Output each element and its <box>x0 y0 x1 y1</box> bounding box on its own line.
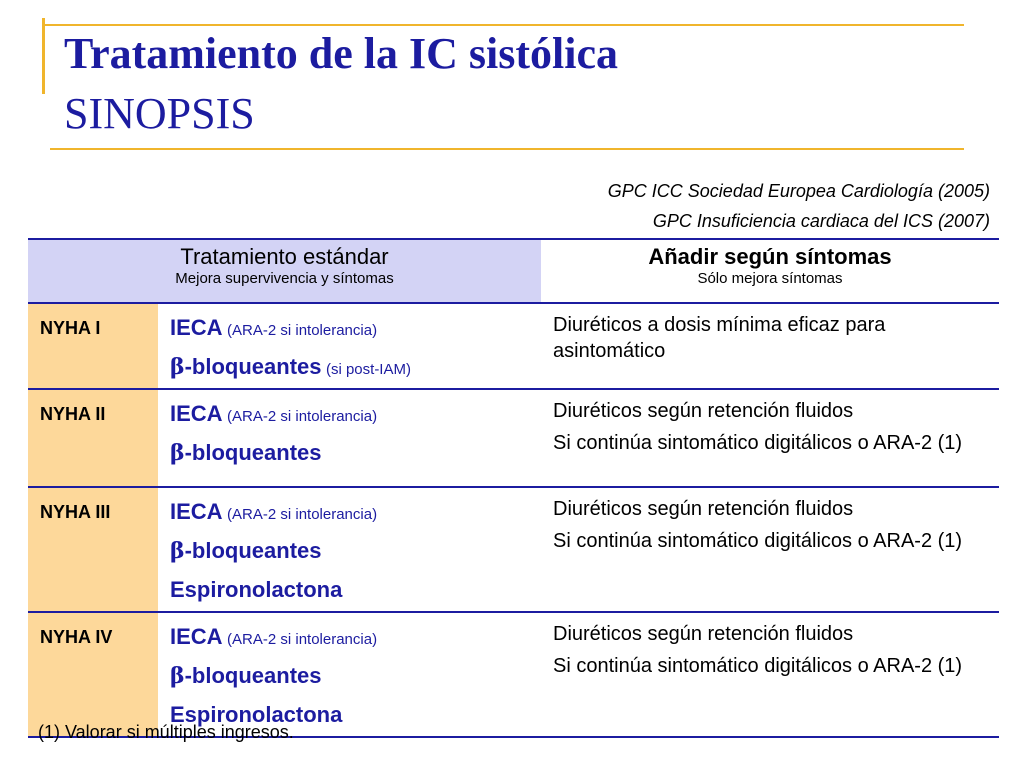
slide-subtitle: SINOPSIS <box>64 89 255 138</box>
add-treatment-line: Diuréticos a dosis mínima eficaz para asintomático <box>553 314 886 362</box>
drug-line <box>170 310 541 349</box>
title-bottom-rule <box>50 148 964 150</box>
reference-line: GPC Insuficiencia cardiaca del ICS (2007) <box>652 211 990 231</box>
slide-title: Tratamiento de la IC sistólica <box>64 29 619 78</box>
nyha-class-cell: NYHA I <box>28 303 158 389</box>
add-treatment-line: Diuréticos según retención fluidos <box>553 400 854 422</box>
drug-name: -bloqueantes <box>184 354 322 379</box>
drug-note: (ARA-2 si intolerancia) <box>227 506 378 523</box>
drug-line <box>170 396 541 435</box>
header-add-title: Añadir según síntomas <box>648 244 892 269</box>
header-standard-treatment <box>28 239 541 303</box>
title-accent-bar <box>42 18 45 94</box>
header-standard-subtitle: Mejora supervivencia y síntomas <box>175 270 394 287</box>
add-treatment-line: Diuréticos según retención fluidos <box>553 498 854 520</box>
add-treatment-line: Si continúa sintomático digitálicos o ARA-2 (1) <box>553 432 963 454</box>
drug-name: Espironolactona <box>170 577 343 602</box>
add-treatment-line: Diuréticos según retención fluidos <box>553 623 854 645</box>
references <box>608 176 990 236</box>
table-row <box>28 612 999 737</box>
nyha-class-cell: NYHA II <box>28 389 158 487</box>
standard-treatment-cell <box>158 612 541 737</box>
beta-symbol: β <box>170 538 185 564</box>
drug-line <box>170 349 541 388</box>
drug-line <box>170 494 541 533</box>
drug-note: (ARA-2 si intolerancia) <box>227 631 378 648</box>
table-row <box>28 487 999 612</box>
drug-name: -bloqueantes <box>184 440 322 465</box>
add-treatment-line: Si continúa sintomático digitálicos o ARA-2 (1) <box>553 655 963 677</box>
add-treatment-cell <box>541 303 999 389</box>
drug-note: (si post-IAM) <box>325 361 411 378</box>
drug-line <box>170 658 541 697</box>
drug-line <box>170 533 541 572</box>
nyha-class-cell: NYHA IV <box>28 612 158 737</box>
add-treatment-cell <box>541 487 999 612</box>
beta-symbol: β <box>170 354 185 380</box>
drug-name: IECA <box>170 624 223 649</box>
beta-symbol: β <box>170 440 185 466</box>
standard-treatment-cell <box>158 389 541 487</box>
add-treatment-line: Si continúa sintomático digitálicos o ARA-2 (1) <box>553 530 963 552</box>
table-header-row <box>28 239 999 303</box>
add-treatment-cell <box>541 389 999 487</box>
drug-line <box>170 435 541 474</box>
beta-symbol: β <box>170 663 185 689</box>
drug-name: -bloqueantes <box>184 538 322 563</box>
standard-treatment-cell <box>158 487 541 612</box>
drug-name: -bloqueantes <box>184 663 322 688</box>
nyha-class-cell: NYHA III <box>28 487 158 612</box>
reference-line: GPC ICC Sociedad Europea Cardiología (2005) <box>607 181 990 201</box>
drug-line <box>170 619 541 658</box>
drug-name: IECA <box>170 315 223 340</box>
title-top-rule <box>42 24 964 26</box>
drug-line <box>170 572 541 611</box>
drug-name: IECA <box>170 401 223 426</box>
drug-name: Espironolactona <box>170 702 343 727</box>
header-standard-title: Tratamiento estándar <box>180 244 389 269</box>
table-row <box>28 389 999 487</box>
treatment-table <box>28 238 999 738</box>
footnote: (1) Valorar si múltiples ingresos. <box>38 722 294 742</box>
header-add-by-symptoms <box>541 239 999 303</box>
header-add-subtitle: Sólo mejora síntomas <box>697 270 843 287</box>
standard-treatment-cell <box>158 303 541 389</box>
table-row <box>28 303 999 389</box>
drug-note: (ARA-2 si intolerancia) <box>227 408 378 425</box>
add-treatment-cell <box>541 612 999 737</box>
drug-note: (ARA-2 si intolerancia) <box>227 322 378 339</box>
drug-name: IECA <box>170 499 223 524</box>
